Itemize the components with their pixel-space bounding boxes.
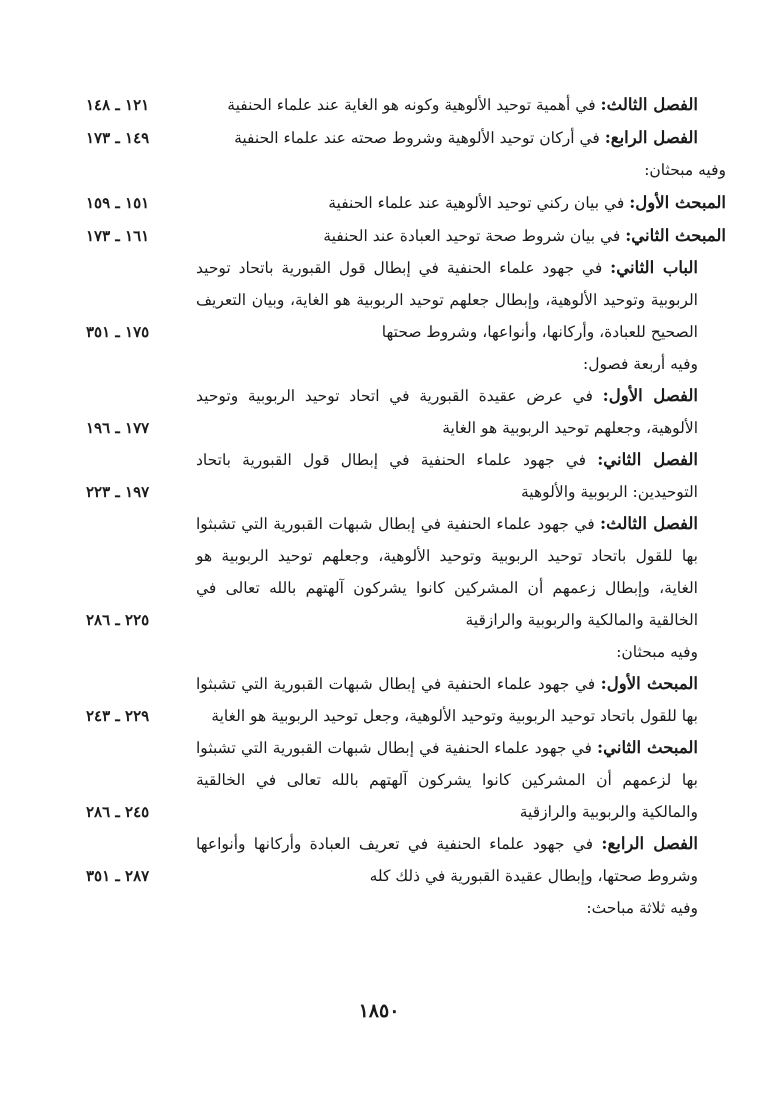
toc-entry-pages: ٢٢٩ ـ ٢٤٣ bbox=[86, 707, 150, 725]
toc-entry-title: في أركان توحيد الألوهية وشروط صحته عند علماء الحنفية bbox=[234, 129, 605, 147]
toc-entry-label: الفصل الثاني: bbox=[597, 450, 699, 469]
toc-entry-title: في جهود علماء الحنفية في إبطال قول القبورية باتحاد التوحيدين: الربوبية والألوهية bbox=[196, 451, 698, 501]
toc-entry-label: الفصل الأول: bbox=[602, 386, 698, 405]
toc-entry-pages: ١٦١ ـ ١٧٣ bbox=[86, 227, 150, 245]
toc-entry-title: في جهود علماء الحنفية في إبطال شبهات القبورية التي تشبثوا بها للقول باتحاد توحيد الربوبية وتوحيد الألوهية، وجعل توحيد الربوبية هو الغاية bbox=[196, 675, 698, 725]
toc-entry-title: في بيان ركني توحيد الألوهية عند علماء الحنفية bbox=[328, 194, 630, 212]
toc-entry bbox=[86, 88, 726, 121]
toc-entry-text bbox=[196, 892, 726, 924]
toc-entry-title: في جهود علماء الحنفية في إبطال شبهات القبورية التي تشبثوا بها لزعمهم أن المشركين كانوا يشركون آلهتهم بالله تعالى في الخالقية والمالكية والربوبية والرازقية bbox=[196, 739, 698, 821]
toc-entry-text bbox=[196, 732, 726, 828]
page-number: ١٨٥٠ bbox=[358, 1000, 400, 1022]
toc-entry-text bbox=[196, 828, 726, 892]
toc-entry bbox=[86, 668, 726, 732]
toc-entry bbox=[86, 732, 726, 828]
toc-entry-text bbox=[196, 154, 726, 186]
toc-entry-text bbox=[196, 380, 726, 444]
toc-entry-label: المبحث الأول: bbox=[600, 674, 698, 693]
toc-entry-title: في بيان شروط صحة توحيد العبادة عند الحنفية bbox=[323, 227, 626, 245]
toc-entry-text bbox=[196, 187, 726, 219]
toc-entry bbox=[86, 219, 726, 252]
toc-entry-label: المبحث الثاني: bbox=[597, 738, 698, 757]
toc-entry-pages: ١٢١ ـ ١٤٨ bbox=[86, 96, 150, 114]
toc-entry-pages: ١٤٩ ـ ١٧٣ bbox=[86, 129, 150, 147]
toc-entry-label: المبحث الأول: bbox=[629, 193, 726, 212]
toc-entry-text bbox=[196, 122, 726, 154]
toc-entry-text bbox=[196, 444, 726, 508]
toc-entry-title: وفيه أربعة فصول: bbox=[583, 355, 698, 373]
toc-entry-label: المبحث الثاني: bbox=[625, 226, 726, 245]
toc-entry-title: وفيه مبحثان: bbox=[616, 643, 698, 661]
toc-entry-text bbox=[196, 252, 726, 348]
toc-entry bbox=[86, 508, 726, 636]
toc-entry-text bbox=[196, 668, 726, 732]
toc-entry bbox=[86, 121, 726, 154]
toc-entry bbox=[86, 636, 726, 668]
toc-entry-label: الفصل الثالث: bbox=[600, 95, 698, 114]
toc-entry-pages: ١٧٧ ـ ١٩٦ bbox=[86, 419, 150, 437]
toc-entry-pages: ١٧٥ ـ ٣٥١ bbox=[86, 323, 150, 341]
toc-entry bbox=[86, 186, 726, 219]
toc-entry-title: وفيه ثلاثة مباحث: bbox=[586, 899, 698, 917]
toc-entry bbox=[86, 892, 726, 924]
toc-entry-title: وفيه مبحثان: bbox=[644, 161, 726, 179]
toc-entry-pages: ٢٤٥ ـ ٢٨٦ bbox=[86, 803, 150, 821]
toc-entry-pages: ٢٢٥ ـ ٢٨٦ bbox=[86, 611, 150, 629]
toc-entry-text bbox=[196, 89, 726, 121]
toc-entry-title: في جهود علماء الحنفية في إبطال شبهات القبورية التي تشبثوا بها للقول باتحاد توحيد الربوبية وتوحيد الألوهية، وجعلهم توحيد الربوبية هو الغاية، وإبطال زعمهم أن المشركين كانوا يشركون آلهتهم بالله تعالى في الخالقية والمالكية والربوبية والرازقية bbox=[196, 515, 698, 629]
toc-entry bbox=[86, 444, 726, 508]
toc-entry-text bbox=[196, 636, 726, 668]
toc-entry-title: في جهود علماء الحنفية في تعريف العبادة وأركانها وأنواعها وشروط صحتها، وإبطال عقيدة القبورية في ذلك كله bbox=[196, 835, 698, 885]
toc-entry bbox=[86, 252, 726, 348]
toc-entry bbox=[86, 154, 726, 186]
toc-entry-pages: ٢٨٧ ـ ٣٥١ bbox=[86, 867, 150, 885]
toc-entry-pages: ١٩٧ ـ ٢٢٣ bbox=[86, 483, 150, 501]
toc-entry-pages: ١٥١ ـ ١٥٩ bbox=[86, 194, 150, 212]
toc-entry-text bbox=[196, 220, 726, 252]
toc-entry-text bbox=[196, 508, 726, 636]
toc-entry bbox=[86, 828, 726, 892]
toc-entry-label: الفصل الثالث: bbox=[600, 514, 698, 533]
toc-entry-label: الباب الثاني: bbox=[610, 258, 698, 277]
toc-entry-title: في جهود علماء الحنفية في إبطال قول القبورية باتحاد توحيد الربوبية وتوحيد الألوهية، وإبطال جعلهم توحيد الربوبية هو الغاية، وبيان التعريف الصحيح للعبادة، وأركانها، وأنواعها، وشروط صحتها bbox=[196, 259, 698, 341]
toc-entry-text bbox=[196, 348, 726, 380]
toc-entry bbox=[86, 380, 726, 444]
toc-entry-label: الفصل الرابع: bbox=[604, 128, 698, 147]
table-of-contents bbox=[86, 88, 726, 924]
toc-entry-title: في عرض عقيدة القبورية في اتحاد توحيد الربوبية وتوحيد الألوهية، وجعلهم توحيد الربوبية هو الغاية bbox=[196, 387, 698, 437]
toc-entry-label: الفصل الرابع: bbox=[601, 834, 698, 853]
toc-entry bbox=[86, 348, 726, 380]
toc-entry-title: في أهمية توحيد الألوهية وكونه هو الغاية عند علماء الحنفية bbox=[227, 96, 601, 114]
